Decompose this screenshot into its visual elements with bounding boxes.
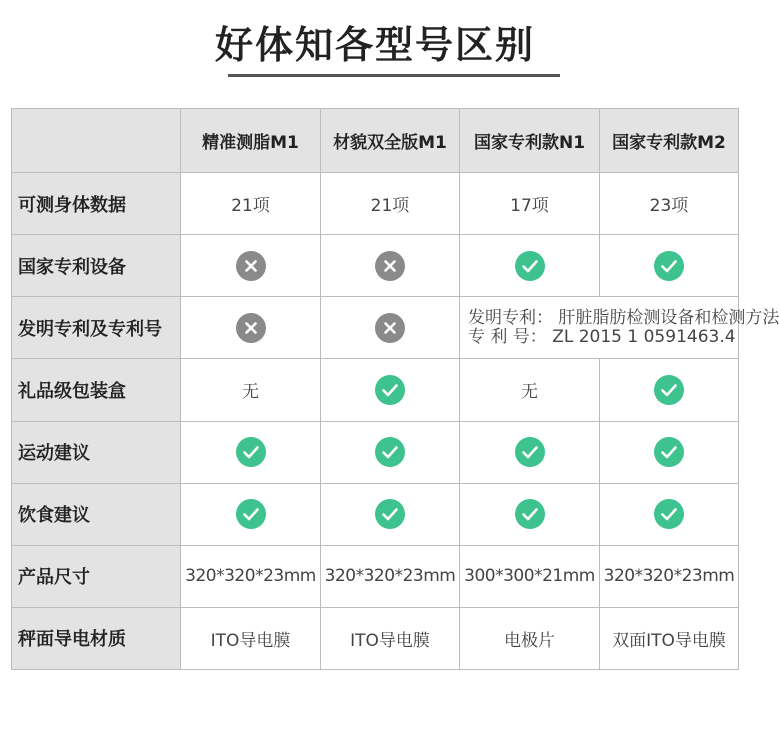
cell-status <box>181 421 321 483</box>
cell-status <box>181 235 321 297</box>
cell-status <box>600 235 739 297</box>
cell-value: 320*320*23mm <box>600 545 739 607</box>
cross-icon <box>236 313 266 343</box>
check-icon <box>375 375 405 405</box>
cell-value: 21项 <box>181 173 321 235</box>
row-label: 产品尺寸 <box>12 545 181 607</box>
cell-value: 320*320*23mm <box>181 545 321 607</box>
cell-status <box>321 235 460 297</box>
page-title: 好体知各型号区别 <box>214 23 535 67</box>
cell-value: 300*300*21mm <box>460 545 600 607</box>
column-header: 精准测脂M1 <box>181 109 321 173</box>
patent-line: 发明专利： 肝脏脂肪检测设备和检测方法 <box>468 307 779 328</box>
cell-status <box>321 359 460 421</box>
cell-status <box>181 297 321 359</box>
check-icon <box>375 437 405 467</box>
check-icon <box>515 251 545 281</box>
table-row <box>12 545 739 607</box>
column-header: 国家专利款M2 <box>600 109 739 173</box>
column-header: 国家专利款N1 <box>460 109 600 173</box>
check-icon <box>654 251 684 281</box>
row-label: 发明专利及专利号 <box>12 297 181 359</box>
comparison-table <box>11 108 779 670</box>
cell-status <box>600 483 739 545</box>
cell-value: ITO导电膜 <box>321 607 460 669</box>
cell-status <box>460 483 600 545</box>
check-icon <box>515 437 545 467</box>
cross-icon <box>236 251 266 281</box>
header-corner <box>12 109 181 173</box>
row-label: 礼品级包装盒 <box>12 359 181 421</box>
cell-value: 电极片 <box>460 607 600 669</box>
table-row <box>12 235 739 297</box>
cell-status <box>321 421 460 483</box>
row-label: 可测身体数据 <box>12 173 181 235</box>
header-row <box>12 109 739 173</box>
cell-status <box>600 359 739 421</box>
cell-status <box>321 483 460 545</box>
table-row <box>12 359 739 421</box>
table-row <box>12 607 739 669</box>
table-row <box>12 483 739 545</box>
check-icon <box>654 499 684 529</box>
column-header: 材貌双全版M1 <box>321 109 460 173</box>
cell-value: 无 <box>460 359 600 421</box>
patent-info <box>460 297 779 359</box>
cell-status <box>181 483 321 545</box>
cell-value: ITO导电膜 <box>181 607 321 669</box>
check-icon <box>654 375 684 405</box>
cell-value: 双面ITO导电膜 <box>600 607 739 669</box>
cross-icon <box>375 313 405 343</box>
patent-line: 专 利 号： ZL 2015 1 0591463.4 <box>468 326 736 347</box>
check-icon <box>236 437 266 467</box>
table-row <box>12 421 739 483</box>
cell-value: 320*320*23mm <box>321 545 460 607</box>
table-row <box>12 173 739 235</box>
check-icon <box>654 437 684 467</box>
cell-status <box>460 421 600 483</box>
cell-status <box>321 297 460 359</box>
cell-value: 23项 <box>600 173 739 235</box>
cross-icon <box>375 251 405 281</box>
cell-value: 17项 <box>460 173 600 235</box>
row-label: 国家专利设备 <box>12 235 181 297</box>
cell-value: 21项 <box>321 173 460 235</box>
check-icon <box>236 499 266 529</box>
cell-status <box>460 235 600 297</box>
row-label: 运动建议 <box>12 421 181 483</box>
title-underline <box>228 74 560 77</box>
table-row <box>12 297 739 359</box>
row-label: 饮食建议 <box>12 483 181 545</box>
cell-status <box>600 421 739 483</box>
row-label: 秤面导电材质 <box>12 607 181 669</box>
check-icon <box>375 499 405 529</box>
check-icon <box>515 499 545 529</box>
cell-value: 无 <box>181 359 321 421</box>
